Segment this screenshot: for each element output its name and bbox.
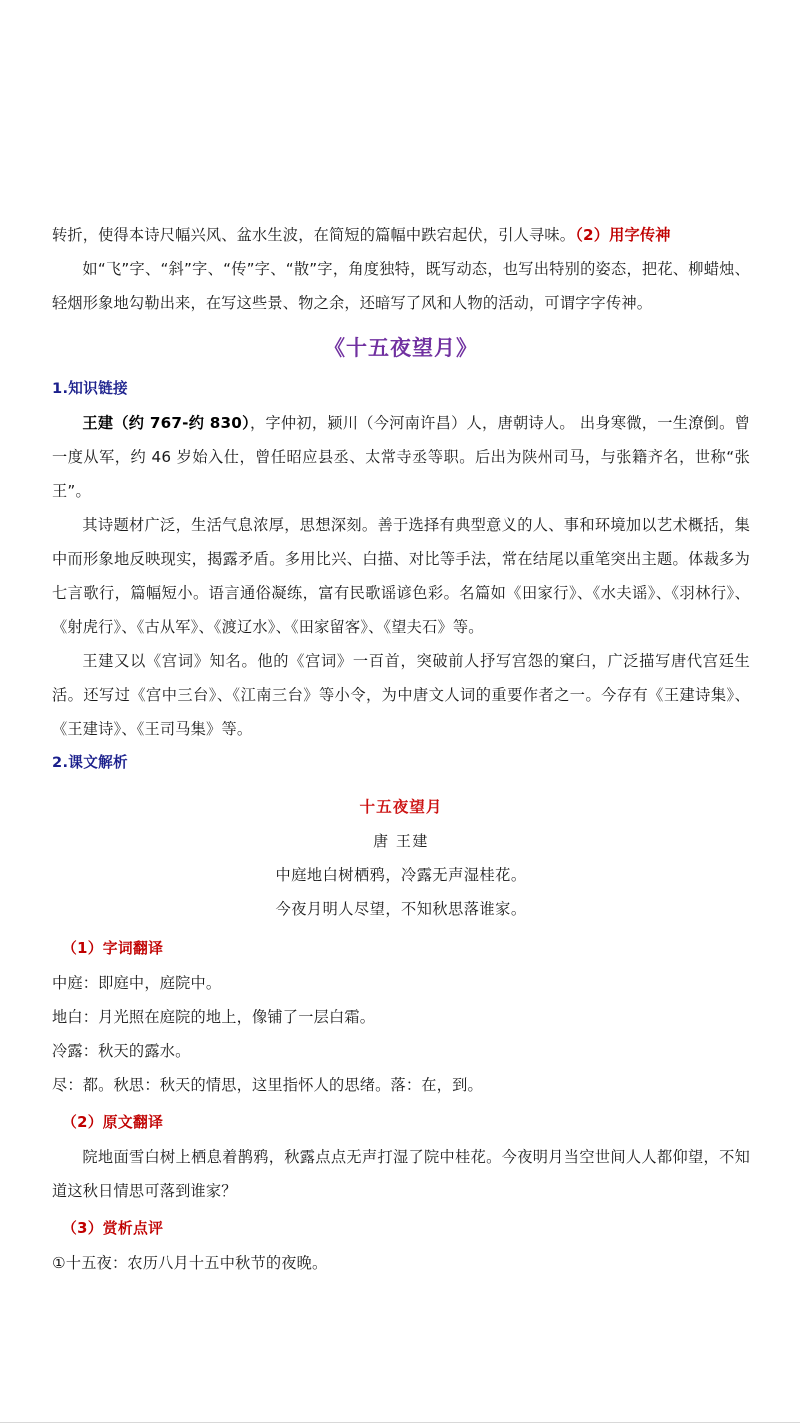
subheading-appreciation: （3）赏析点评 (62, 1220, 164, 1237)
appreciation-note: ①十五夜：农历八月十五中秋节的夜晚。 (52, 1254, 328, 1272)
continuation-paragraph (52, 218, 750, 252)
subheading-full-translation: （2）原文翻译 (62, 1114, 164, 1131)
full-translation-paragraph: 院地面雪白树上栖息着鹊鸦，秋露点点无声打湿了院中桂花。今夜明月当空世间人人都仰望，不知道这秋日情思可落到谁家？ (52, 1148, 750, 1200)
glossary-entry: 冷露：秋天的露水。 (52, 1042, 191, 1060)
document-content (52, 218, 750, 1280)
poem-title: 十五夜望月 (359, 798, 443, 816)
author-works-paragraph: 其诗题材广泛，生活气息浓厚，思想深刻。善于选择有典型意义的人、事和环境加以艺术概括，集中而形象地反映现实，揭露矛盾。多用比兴、白描、对比等手法，常在结尾以重笔突出主题。体裁多为七言歌行，篇幅短小。语言通俗凝练，富有民歌谣谚色彩。名篇如《田家行》、《水夫谣》、《羽林行》、《射虎行》、《古从军》、《渡辽水》、《田家留客》、《望夫石》等。 (52, 516, 750, 636)
author-palace-poems-paragraph: 王建又以《宫词》知名。他的《宫词》一百首，突破前人抒写宫怨的窠臼，广泛描写唐代宫廷生活。还写过《宫中三台》、《江南三台》等小令，为中唐文人词的重要作者之一。今存有《王建诗集》、《王建诗》、《王司马集》等。 (52, 652, 750, 738)
poem-block (52, 790, 750, 926)
glossary-entry: 尽：都。秋思：秋天的情思，这里指怀人的思绪。落：在，到。 (52, 1076, 483, 1094)
glossary-entry: 地白：月光照在庭院的地上，像铺了一层白霜。 (52, 1008, 376, 1026)
poem-line: 今夜月明人尽望，不知秋思落谁家。 (275, 900, 527, 918)
author-bio-rest: ，字仲初，颍川（今河南许昌）人，唐朝诗人。 出身寒微，一生潦倒。曾一度从军，约 46 岁始入仕，曾任昭应县丞、太常寺丞等职。后出为陕州司马，与张籍齐名，世称“张王”。 (52, 414, 750, 500)
inline-subheading-2: （2）用字传神 (575, 226, 671, 244)
author-bio-paragraph (52, 406, 750, 508)
poem-author: 唐 王建 (373, 832, 429, 850)
author-name-bold: 王建（约 767-约 830） (82, 414, 250, 432)
top-paragraph-2: 如“飞”字、“斜”字、“传”字、“散”字，角度独特，既写动态，也写出特别的姿态，把花、柳蜡烛、轻烟形象地勾勒出来，在写这些景、物之余，还暗写了风和人物的活动，可谓字字传神。 (52, 260, 750, 312)
subheading-word-translation: （1）字词翻译 (62, 940, 164, 957)
section-heading-knowledge-link: 1.知识链接 (52, 380, 128, 397)
section-heading-text-analysis: 2.课文解析 (52, 754, 128, 771)
poem-line: 中庭地白树栖鸦，冷露无声湿桂花。 (275, 866, 527, 884)
work-title: 《十五夜望月》 (324, 336, 478, 360)
glossary-entry: 中庭：即庭中，庭院中。 (52, 974, 222, 992)
continuation-text: 转折，使得本诗尺幅兴风、盆水生波，在简短的篇幅中跌宕起伏，引人寻味。 (52, 226, 576, 244)
